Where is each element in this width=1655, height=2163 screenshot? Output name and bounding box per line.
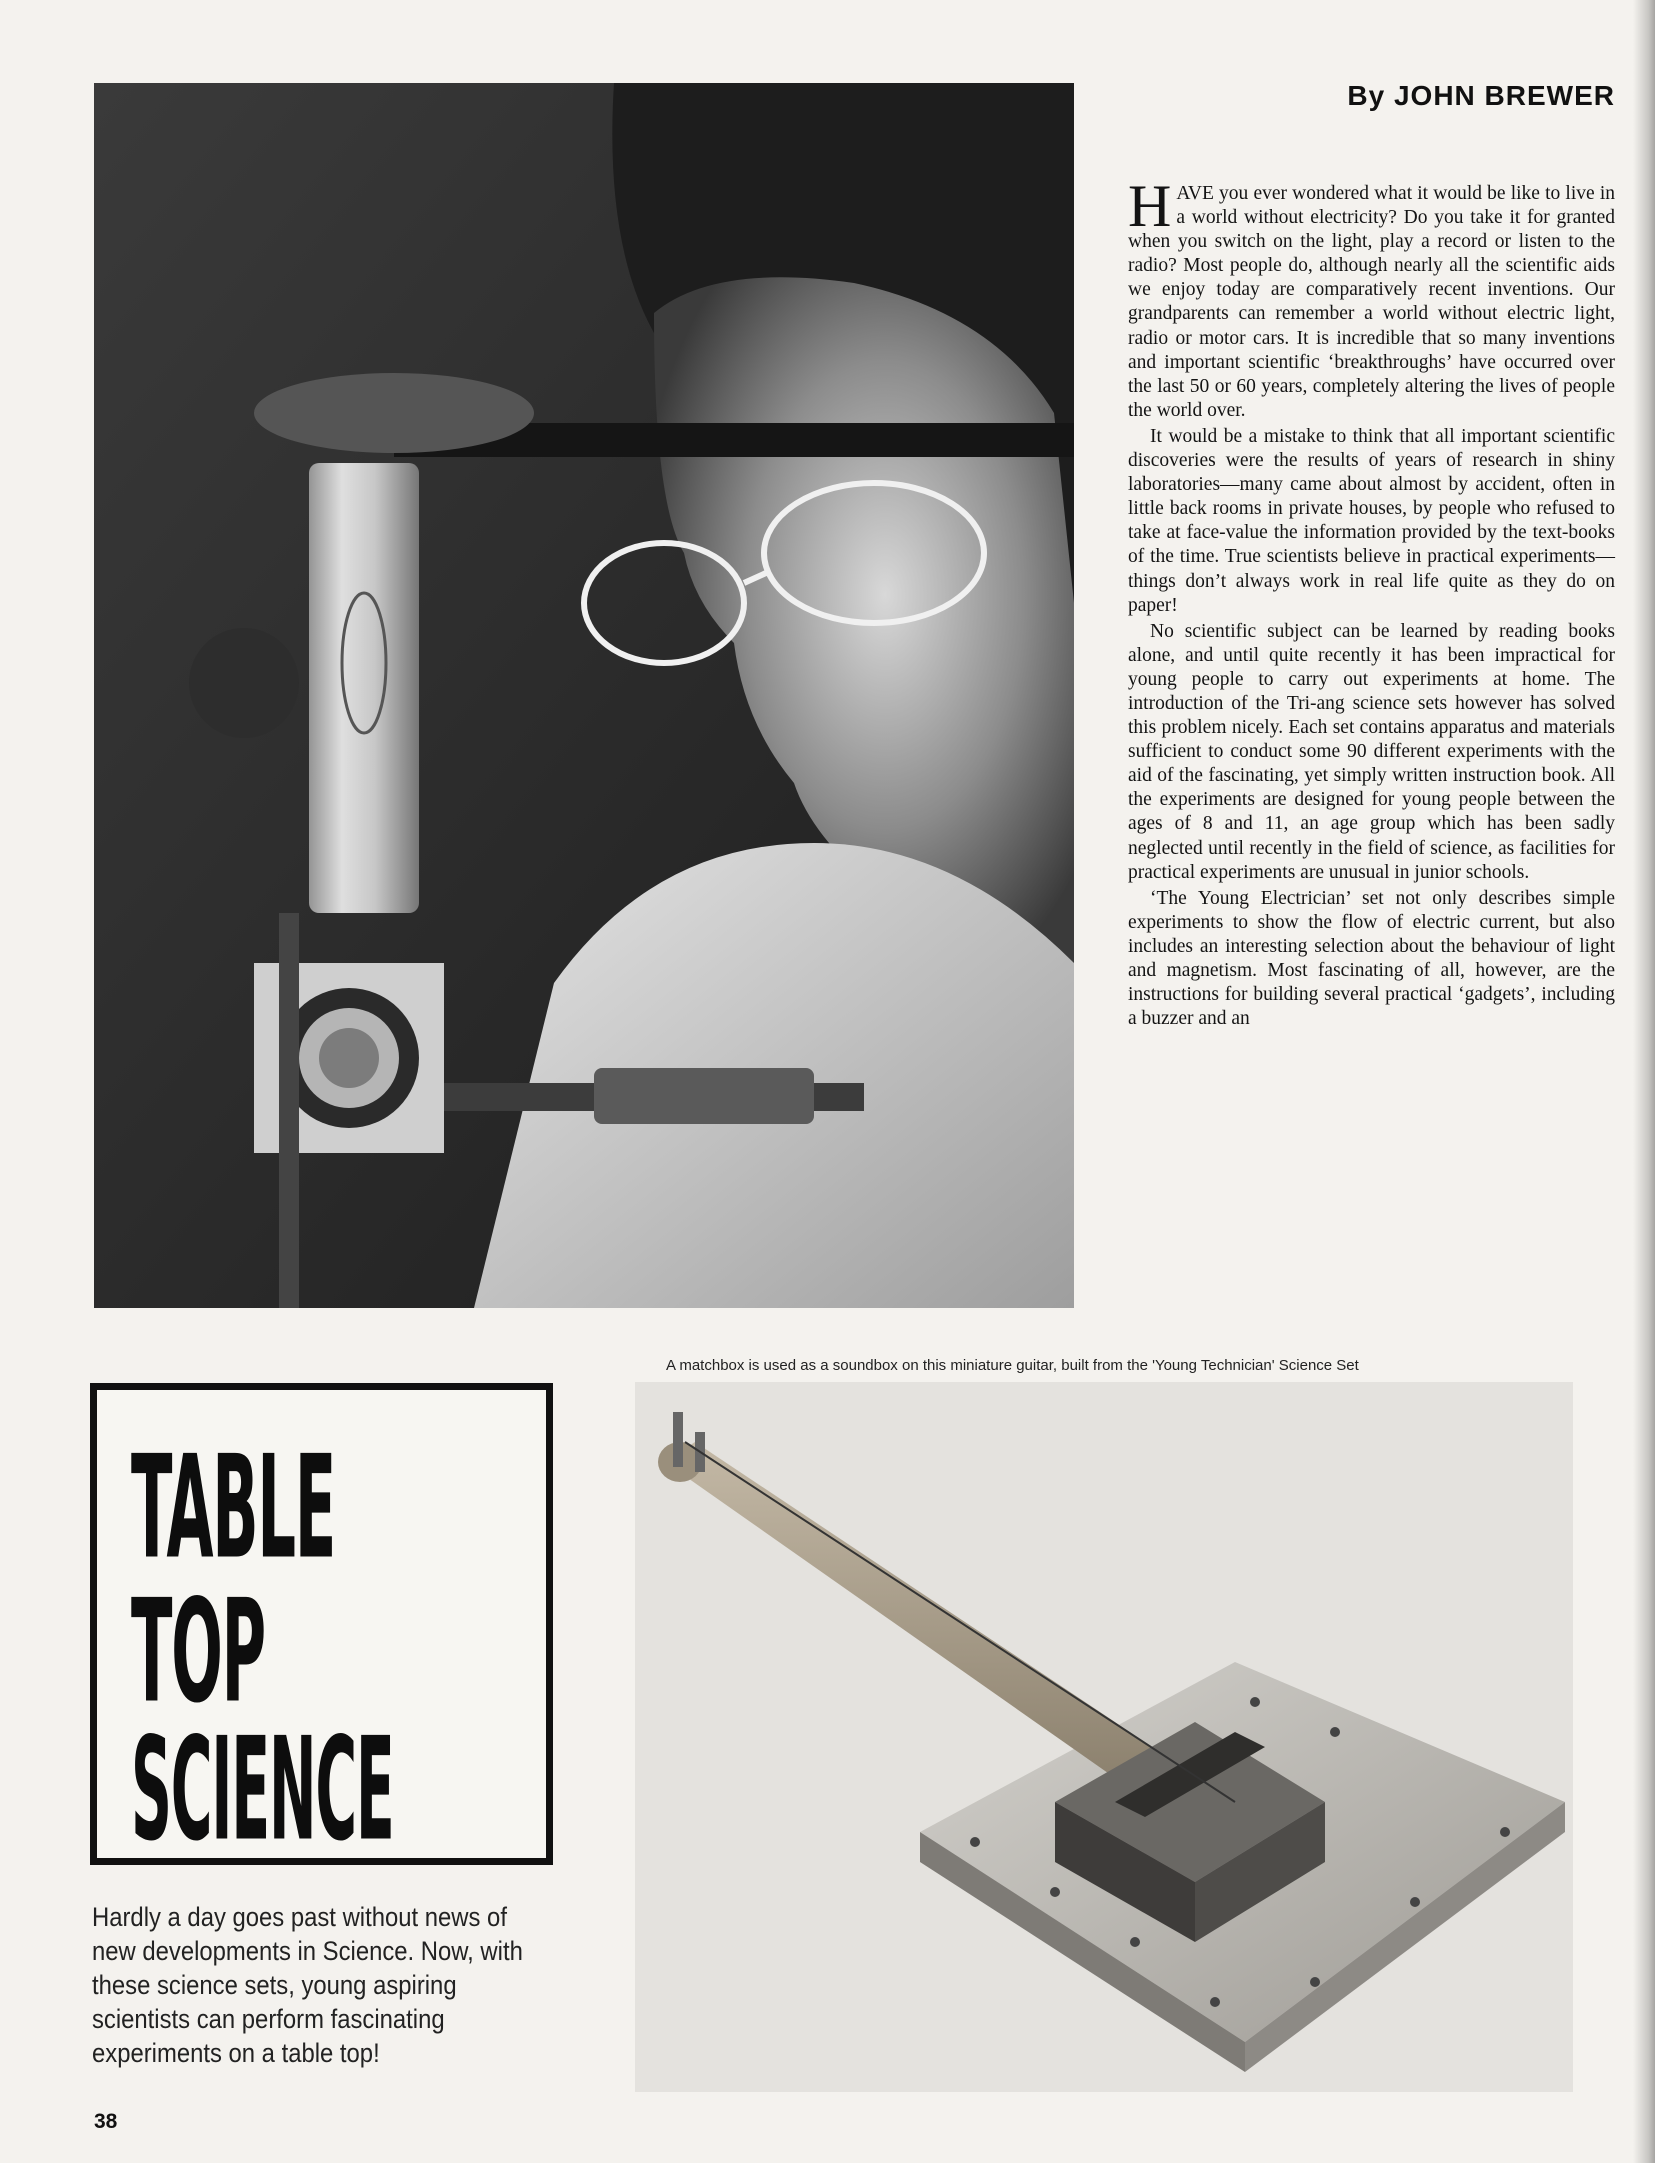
title-box: [90, 1383, 553, 1874]
article-body: [1128, 173, 1615, 1033]
byline: By JOHN BREWER: [1347, 80, 1615, 111]
page-edge-shadow: [1633, 0, 1655, 2163]
article-paragraph-2: It would be a mistake to think that all important scientific discoveries were the results of years of research in shiny laboratories—many came about almost by accident, often in little back rooms in private houses, by people who refused to take at face-value the information provided by the text-books of the time. True scientists believe in practical experiments—things don’t always work in real life quite as they do on paper!: [1128, 425, 1615, 616]
guitar-photo: [635, 1382, 1573, 2092]
article-paragraph-4: ‘The Young Electrician’ set not only describes simple experiments to show the flow of electric current, but also includes an interesting selection about the behaviour of light and magnetism. Most fascinating of all, however, are the instructions for building several practical ‘gadgets’, including a buzzer and an: [1128, 887, 1615, 1030]
scientist-photo-image: [94, 83, 1074, 1308]
article-paragraph-1: HAVE you ever wondered what it would be like to live in a world without electricity? Do you take it for granted when you switch on the light, play a record or listen to the radio? Most people do, although nearly all the scientific aids we enjoy today are comparatively recent inventions. Our grandparents can remember a world without electric light, radio or motor cars. It is incredible that so many inventions and important scientific ‘breakthroughs’ have occurred over the last 50 or 60 years, completely altering the lives of people the world over.: [1128, 173, 1615, 421]
scientist-photo: [94, 83, 1074, 1308]
drop-cap: H: [1128, 173, 1172, 239]
article-paragraph-3: No scientific subject can be learned by reading books alone, and until quite recently it has been impractical for young people to carry out experiments at home. The introduction of the Tri-ang science sets however has solved this problem nicely. Each set contains apparatus and materials sufficient to conduct some 90 different experiments with the aid of the fascinating, yet simply written instruction book. All the experiments are designed for young people between the ages of 8 and 11, an age group which has been sadly neglected until recently in the field of science, as facilities for practical experiments are unusual in junior schools.: [1128, 620, 1615, 883]
standfirst: Hardly a day goes past without news of new developments in Science. Now, with these science sets, young aspiring scientists can perform fascinating experiments on a table top!: [92, 1902, 523, 2068]
photo-caption: A matchbox is used as a soundbox on this miniature guitar, built from the 'Young Technician' Science Set: [666, 1357, 1359, 1374]
page-number: 38: [94, 2110, 118, 2133]
title-line-top: TOP: [131, 1570, 265, 1736]
guitar-photo-image: [635, 1382, 1573, 2092]
title-line-science: SCIENCE: [131, 1708, 394, 1874]
title-line-table: TABLE: [131, 1426, 336, 1592]
